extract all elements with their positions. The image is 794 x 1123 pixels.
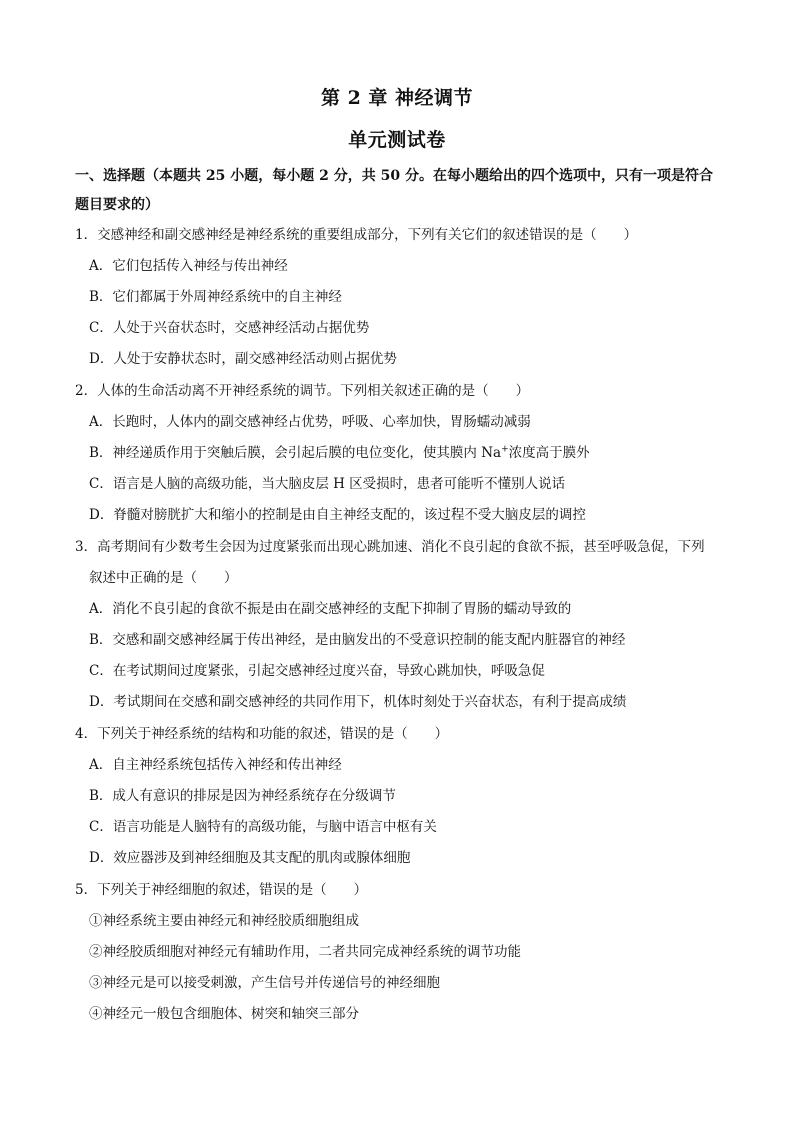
section-heading: 一、选择题（本题共 25 小题，每小题 2 分，共 50 分。在每小题给出的四个选项中，只有一项是符合题目要求的）: [75, 168, 713, 213]
question-4-option-c: C．语言功能是人脑特有的高级功能，与脑中语言中枢有关: [89, 819, 437, 835]
question-3-option-d: D．考试期间在交感和副交感神经的共同作用下，机体时刻处于兴奋状态，有利于提高成绩: [89, 694, 627, 710]
question-5-stem: 5．下列关于神经细胞的叙述，错误的是（ ）: [75, 882, 368, 898]
question-2-option-b-text: B．神经递质作用于突触后膜，会引起后膜的电位变化，使其膜内 Na: [89, 445, 502, 461]
question-1-stem: 1．交感神经和副交感神经是神经系统的重要组成部分，下列有关它们的叙述错误的是（ ）: [75, 227, 638, 243]
question-5-statement-2: ②神经胶质细胞对神经元有辅助作用，二者共同完成神经系统的调节功能: [89, 944, 521, 960]
question-4-option-b: B．成人有意识的排尿是因为神经系统存在分级调节: [89, 788, 396, 804]
question-3-stem-continued: 叙述中正确的是（ ）: [89, 570, 238, 586]
chapter-title: 第 2 章 神经调节: [320, 87, 474, 109]
question-5-statement-1: ①神经系统主要由神经元和神经胶质细胞组成: [89, 913, 359, 929]
question-3-option-a: A．消化不良引起的食欲不振是由在副交感神经的支配下抑制了胃肠的蠕动导致的: [89, 601, 572, 617]
question-5-statement-4: ④神经元一般包含细胞体、树突和轴突三部分: [89, 1006, 359, 1022]
question-4-option-a: A．自主神经系统包括传入神经和传出神经: [89, 757, 342, 773]
question-2-stem: 2．人体的生命活动离不开神经系统的调节。下列相关叙述正确的是（ ）: [75, 383, 530, 399]
question-4-option-d: D．效应器涉及到神经细胞及其支配的肌肉或腺体细胞: [89, 850, 411, 866]
question-3-option-b: B．交感和副交感神经属于传出神经，是由脑发出的不受意识控制的能支配内脏器官的神经: [89, 632, 626, 648]
question-5-statement-3: ③神经元是可以接受刺激，产生信号并传递信号的神经细胞: [89, 975, 440, 991]
question-2-option-b-tail: 浓度高于膜外: [508, 445, 590, 461]
question-2-option-d: D．脊髓对膀胱扩大和缩小的控制是由自主神经支配的，该过程不受大脑皮层的调控: [89, 507, 586, 523]
question-3-stem: 3．高考期间有少数考生会因为过度紧张而出现心跳加速、消化不良引起的食欲不振，甚至呼吸急促，下列: [75, 539, 705, 555]
question-1-option-c: C．人处于兴奋状态时，交感神经活动占据优势: [89, 320, 370, 336]
question-1-option-d: D．人处于安静状态时，副交感神经活动则占据优势: [89, 351, 397, 367]
question-3-option-c: C．在考试期间过度紧张，引起交感神经过度兴奋，导致心跳加快，呼吸急促: [89, 663, 545, 679]
question-2-option-c: C．语言是人脑的高级功能，当大脑皮层 H 区受损时，患者可能听不懂别人说话: [89, 476, 566, 492]
test-subtitle: 单元测试卷: [348, 129, 446, 151]
question-1-option-b: B．它们都属于外周神经系统中的自主神经: [89, 289, 342, 305]
question-4-stem: 4．下列关于神经系统的结构和功能的叙述，错误的是（ ）: [75, 726, 449, 742]
sodium-ion-charge: +: [501, 444, 509, 455]
question-2-option-a: A．长跑时，人体内的副交感神经占优势，呼吸、心率加快，胃肠蠕动减弱: [89, 414, 531, 430]
question-2-option-b: [89, 444, 590, 462]
question-1-option-a: A．它们包括传入神经与传出神经: [89, 258, 288, 274]
